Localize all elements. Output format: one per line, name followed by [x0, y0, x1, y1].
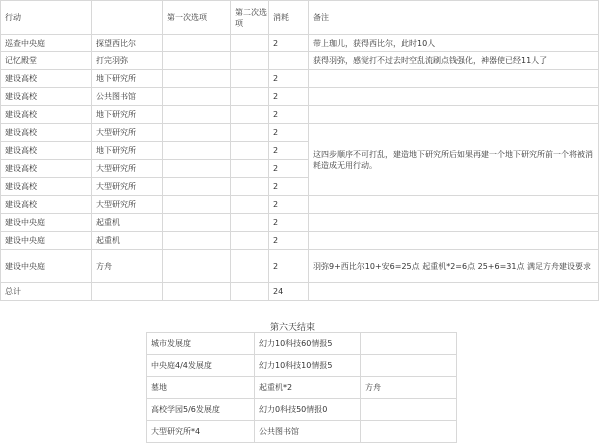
- status-extra: [361, 399, 457, 421]
- header-row: [1, 1, 599, 35]
- action-cell: 建设中央庭: [1, 232, 92, 250]
- sequence-note-cell: 这四步顺序不可打乱，建造地下研究所后如果再建一个地下研究所前一个将被消耗造成无用行动。: [309, 124, 599, 196]
- cost-cell: 2: [269, 196, 309, 214]
- table-row: [1, 35, 599, 52]
- note-cell: 带上珈儿，获得西比尔，此时10人: [309, 35, 599, 52]
- first-option-cell: [163, 232, 231, 250]
- second-option-cell: [231, 160, 269, 178]
- action-cell: 建设中央庭: [1, 214, 92, 232]
- note-cell: [309, 70, 599, 88]
- cost-cell: 2: [269, 142, 309, 160]
- note-cell: [309, 283, 599, 301]
- empty-cell: [92, 283, 163, 301]
- first-option-cell: [163, 52, 231, 70]
- cost-cell: 2: [269, 35, 309, 52]
- first-option-cell: [163, 142, 231, 160]
- first-option-cell: [163, 250, 231, 283]
- target-cell: 方舟: [92, 250, 163, 283]
- status-row: [147, 377, 457, 399]
- second-option-cell: [231, 52, 269, 70]
- table-row: [1, 88, 599, 106]
- cost-cell: [269, 52, 309, 70]
- target-cell: 公共图书馆: [92, 88, 163, 106]
- status-value: 幻力10科技60情报5: [255, 333, 361, 355]
- status-extra: [361, 355, 457, 377]
- table-row: [1, 124, 599, 142]
- status-row: [147, 421, 457, 443]
- target-cell: 探望西比尔: [92, 35, 163, 52]
- status-row: [147, 399, 457, 421]
- table-row: [1, 52, 599, 70]
- action-cell: 记忆殿堂: [1, 52, 92, 70]
- empty-cell: [163, 283, 231, 301]
- action-cell: 建设高校: [1, 70, 92, 88]
- header-second-option: 第二次选项: [231, 1, 269, 35]
- first-option-cell: [163, 160, 231, 178]
- target-cell: 地下研究所: [92, 70, 163, 88]
- target-cell: 大型研究所: [92, 196, 163, 214]
- first-option-cell: [163, 196, 231, 214]
- status-table: [146, 332, 457, 443]
- status-label: 大型研究所*4: [147, 421, 255, 443]
- status-label: 墓地: [147, 377, 255, 399]
- header-note: 备注: [309, 1, 599, 35]
- action-cell: 建设高校: [1, 160, 92, 178]
- first-option-cell: [163, 88, 231, 106]
- status-label: 城市发展度: [147, 333, 255, 355]
- table-row: [1, 196, 599, 214]
- target-cell: 大型研究所: [92, 160, 163, 178]
- note-cell: [309, 196, 599, 214]
- note-cell: [309, 106, 599, 124]
- second-option-cell: [231, 178, 269, 196]
- status-extra: [361, 421, 457, 443]
- status-extra: [361, 333, 457, 355]
- note-cell: [309, 214, 599, 232]
- action-cell: 建设高校: [1, 88, 92, 106]
- target-cell: 起重机: [92, 232, 163, 250]
- note-cell: 羽弥9+西比尔10+安6=25点 起重机*2=6点 25+6=31点 满足方舟建设要求: [309, 250, 599, 283]
- target-cell: 大型研究所: [92, 124, 163, 142]
- second-option-cell: [231, 142, 269, 160]
- cost-cell: 2: [269, 214, 309, 232]
- cost-cell: 2: [269, 250, 309, 283]
- second-option-cell: [231, 250, 269, 283]
- first-option-cell: [163, 214, 231, 232]
- status-row: [147, 333, 457, 355]
- total-label: 总计: [1, 283, 92, 301]
- summary-title: 第六天结束: [270, 323, 316, 333]
- second-option-cell: [231, 70, 269, 88]
- action-cell: 建设高校: [1, 196, 92, 214]
- table-row: [1, 250, 599, 283]
- target-cell: 地下研究所: [92, 142, 163, 160]
- target-cell: 打完羽弥: [92, 52, 163, 70]
- second-option-cell: [231, 88, 269, 106]
- note-cell: [309, 88, 599, 106]
- first-option-cell: [163, 106, 231, 124]
- action-cell: 建设高校: [1, 124, 92, 142]
- action-cell: 建设高校: [1, 142, 92, 160]
- status-value: 公共图书馆: [255, 421, 361, 443]
- table-row: [1, 232, 599, 250]
- action-cell: 建设高校: [1, 106, 92, 124]
- status-label: 高校学园5/6发展度: [147, 399, 255, 421]
- first-option-cell: [163, 35, 231, 52]
- status-value: 起重机*2: [255, 377, 361, 399]
- first-option-cell: [163, 70, 231, 88]
- table-row: [1, 106, 599, 124]
- header-first-option: 第一次选项: [163, 1, 231, 35]
- target-cell: 地下研究所: [92, 106, 163, 124]
- status-extra: 方舟: [361, 377, 457, 399]
- status-value: 幻力0科技50情报0: [255, 399, 361, 421]
- status-label: 中央庭4/4发展度: [147, 355, 255, 377]
- cost-cell: 2: [269, 178, 309, 196]
- header-action: 行动: [1, 1, 92, 35]
- second-option-cell: [231, 232, 269, 250]
- action-cell: 建设中央庭: [1, 250, 92, 283]
- note-cell: [309, 232, 599, 250]
- cost-cell: 2: [269, 124, 309, 142]
- total-value: 24: [269, 283, 309, 301]
- action-cell: 巡查中央庭: [1, 35, 92, 52]
- cost-cell: 2: [269, 88, 309, 106]
- target-cell: 大型研究所: [92, 178, 163, 196]
- target-cell: 起重机: [92, 214, 163, 232]
- second-option-cell: [231, 124, 269, 142]
- table-row: [1, 70, 599, 88]
- table-row: [1, 214, 599, 232]
- second-option-cell: [231, 214, 269, 232]
- first-option-cell: [163, 178, 231, 196]
- header-cost: 消耗: [269, 1, 309, 35]
- empty-cell: [231, 283, 269, 301]
- total-row: [1, 283, 599, 301]
- cost-cell: 2: [269, 70, 309, 88]
- status-value: 幻力10科技10情报5: [255, 355, 361, 377]
- second-option-cell: [231, 196, 269, 214]
- cost-cell: 2: [269, 160, 309, 178]
- status-row: [147, 355, 457, 377]
- header-target: [92, 1, 163, 35]
- cost-cell: 2: [269, 106, 309, 124]
- cost-cell: 2: [269, 232, 309, 250]
- second-option-cell: [231, 106, 269, 124]
- action-cell: 建设高校: [1, 178, 92, 196]
- note-cell: 获得羽弥，感觉打不过去时空乱流刷点钱强化，神器使已经11人了: [309, 52, 599, 70]
- second-option-cell: [231, 35, 269, 52]
- first-option-cell: [163, 124, 231, 142]
